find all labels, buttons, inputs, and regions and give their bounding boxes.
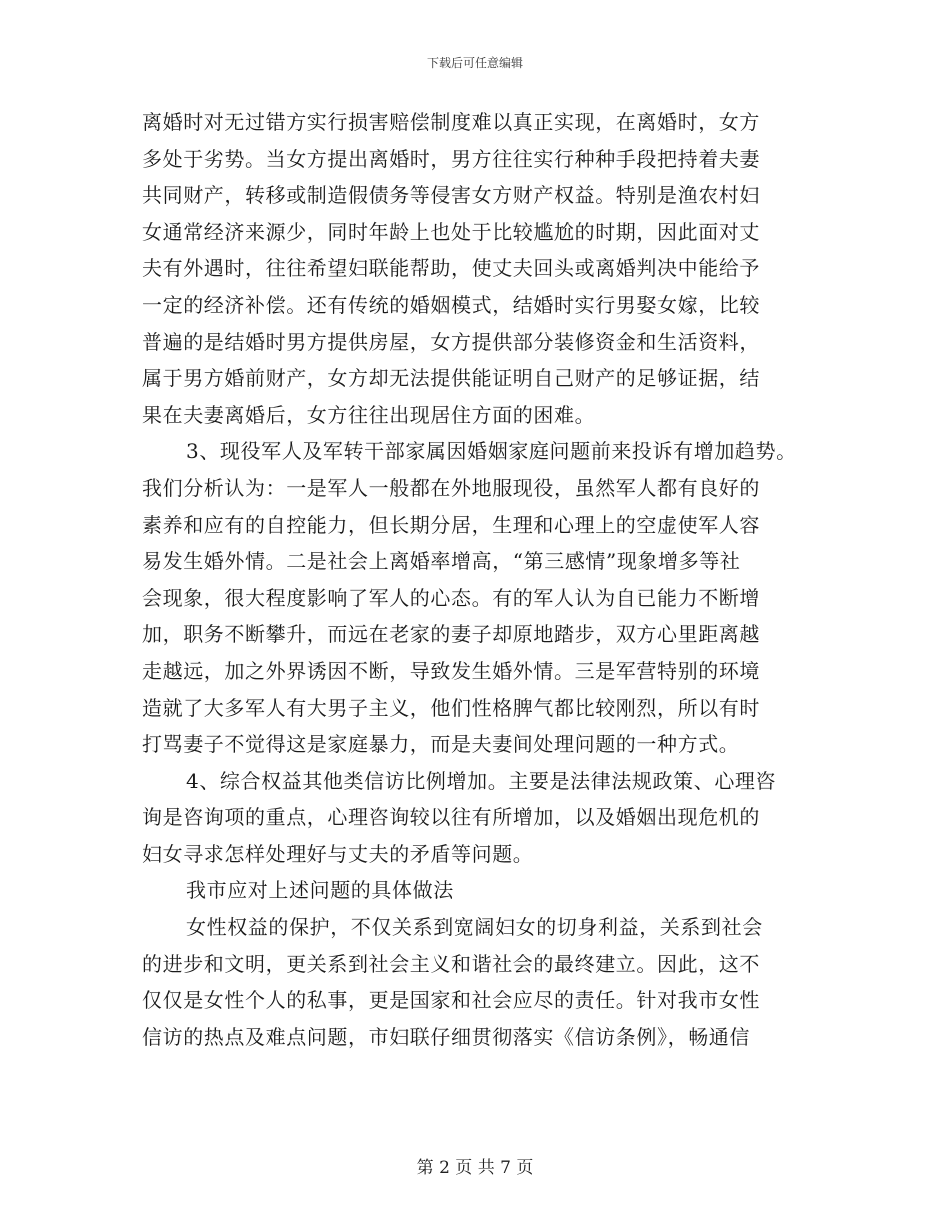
body-line: 打骂妻子不觉得这是家庭暴力，而是夫妻间处理问题的一种方式。 xyxy=(142,732,740,757)
body-line: 共同财产，转移或制造假债务等侵害女方财产权益。特别是渔农村妇 xyxy=(142,183,760,208)
body-line-paragraph-start: 女性权益的保护，不仅关系到宽阔妇女的切身利益，关系到社会 xyxy=(186,915,763,940)
body-line: 离婚时对无过错方实行损害赔偿制度难以真正实现，在离婚时，女方 xyxy=(142,110,760,134)
body-line: 女通常经济来源少，同时年龄上也处于比较尴尬的时期，因此面对丈 xyxy=(142,219,760,244)
body-line: 询是咨询项的重点，心理咨询较以往有所增加，以及婚姻出现危机的 xyxy=(142,805,760,830)
body-line: 一定的经济补偿。还有传统的婚姻模式，结婚时实行男娶女嫁，比较 xyxy=(142,292,760,317)
body-line: 属于男方婚前财产，女方却无法提供能证明自己财产的足够证据，结 xyxy=(142,366,760,391)
body-line: 妇女寻求怎样处理好与丈夫的矛盾等问题。 xyxy=(142,841,534,866)
page-footer: 第 2 页 共 7 页 xyxy=(416,1158,534,1178)
body-line: 信访的热点及难点问题，市妇联仔细贯彻落实《信访条例》，畅通信 xyxy=(142,1024,750,1049)
body-line: 易发生婚外情。二是社会上离婚率增高，“第三感情”现象增多等社 xyxy=(142,549,741,574)
body-line: 多处于劣势。当女方提出离婚时，男方往往实行种种手段把持着夫妻 xyxy=(142,146,760,171)
body-line: 仅仅是女性个人的私事，更是国家和社会应尽的责任。针对我市女性 xyxy=(142,988,760,1013)
body-line-paragraph-start: 3、现役军人及军转干部家属因婚姻家庭问题前来投诉有增加趋势。 xyxy=(186,439,797,464)
body-line: 的进步和文明，更关系到社会主义和谐社会的最终建立。因此，这不 xyxy=(142,951,760,976)
body-line: 加，职务不断攀升，而远在老家的妻子却原地踏步，双方心里距离越 xyxy=(142,622,760,647)
body-line: 普遍的是结婚时男方提供房屋，女方提供部分装修资金和生活资料， xyxy=(142,329,760,354)
body-line: 走越远，加之外界诱因不断，导致发生婚外情。三是军营特别的环境 xyxy=(142,658,760,683)
body-line: 会现象，很大程度影响了军人的心态。有的军人认为自已能力不断增 xyxy=(142,585,760,610)
section-heading: 我市应对上述问题的具体做法 xyxy=(186,878,454,903)
document-body xyxy=(142,104,832,1055)
body-line: 素养和应有的自控能力，但长期分居，生理和心理上的空虚使军人容 xyxy=(142,512,760,537)
body-line-paragraph-start: 4、综合权益其他类信访比例增加。主要是法律法规政策、心理咨 xyxy=(186,768,777,793)
body-line: 夫有外遇时，往往希望妇联能帮助，使丈夫回头或离婚判决中能给予 xyxy=(142,256,760,281)
body-line: 果在夫妻离婚后，女方往往出现居住方面的困难。 xyxy=(142,402,596,427)
page-header: 下载后可任意编辑 xyxy=(426,56,523,70)
body-line: 造就了大多军人有大男子主义，他们性格脾气都比较刚烈，所以有时 xyxy=(142,695,760,720)
body-line: 我们分析认为：一是军人一般都在外地服现役，虽然军人都有良好的 xyxy=(142,475,760,500)
